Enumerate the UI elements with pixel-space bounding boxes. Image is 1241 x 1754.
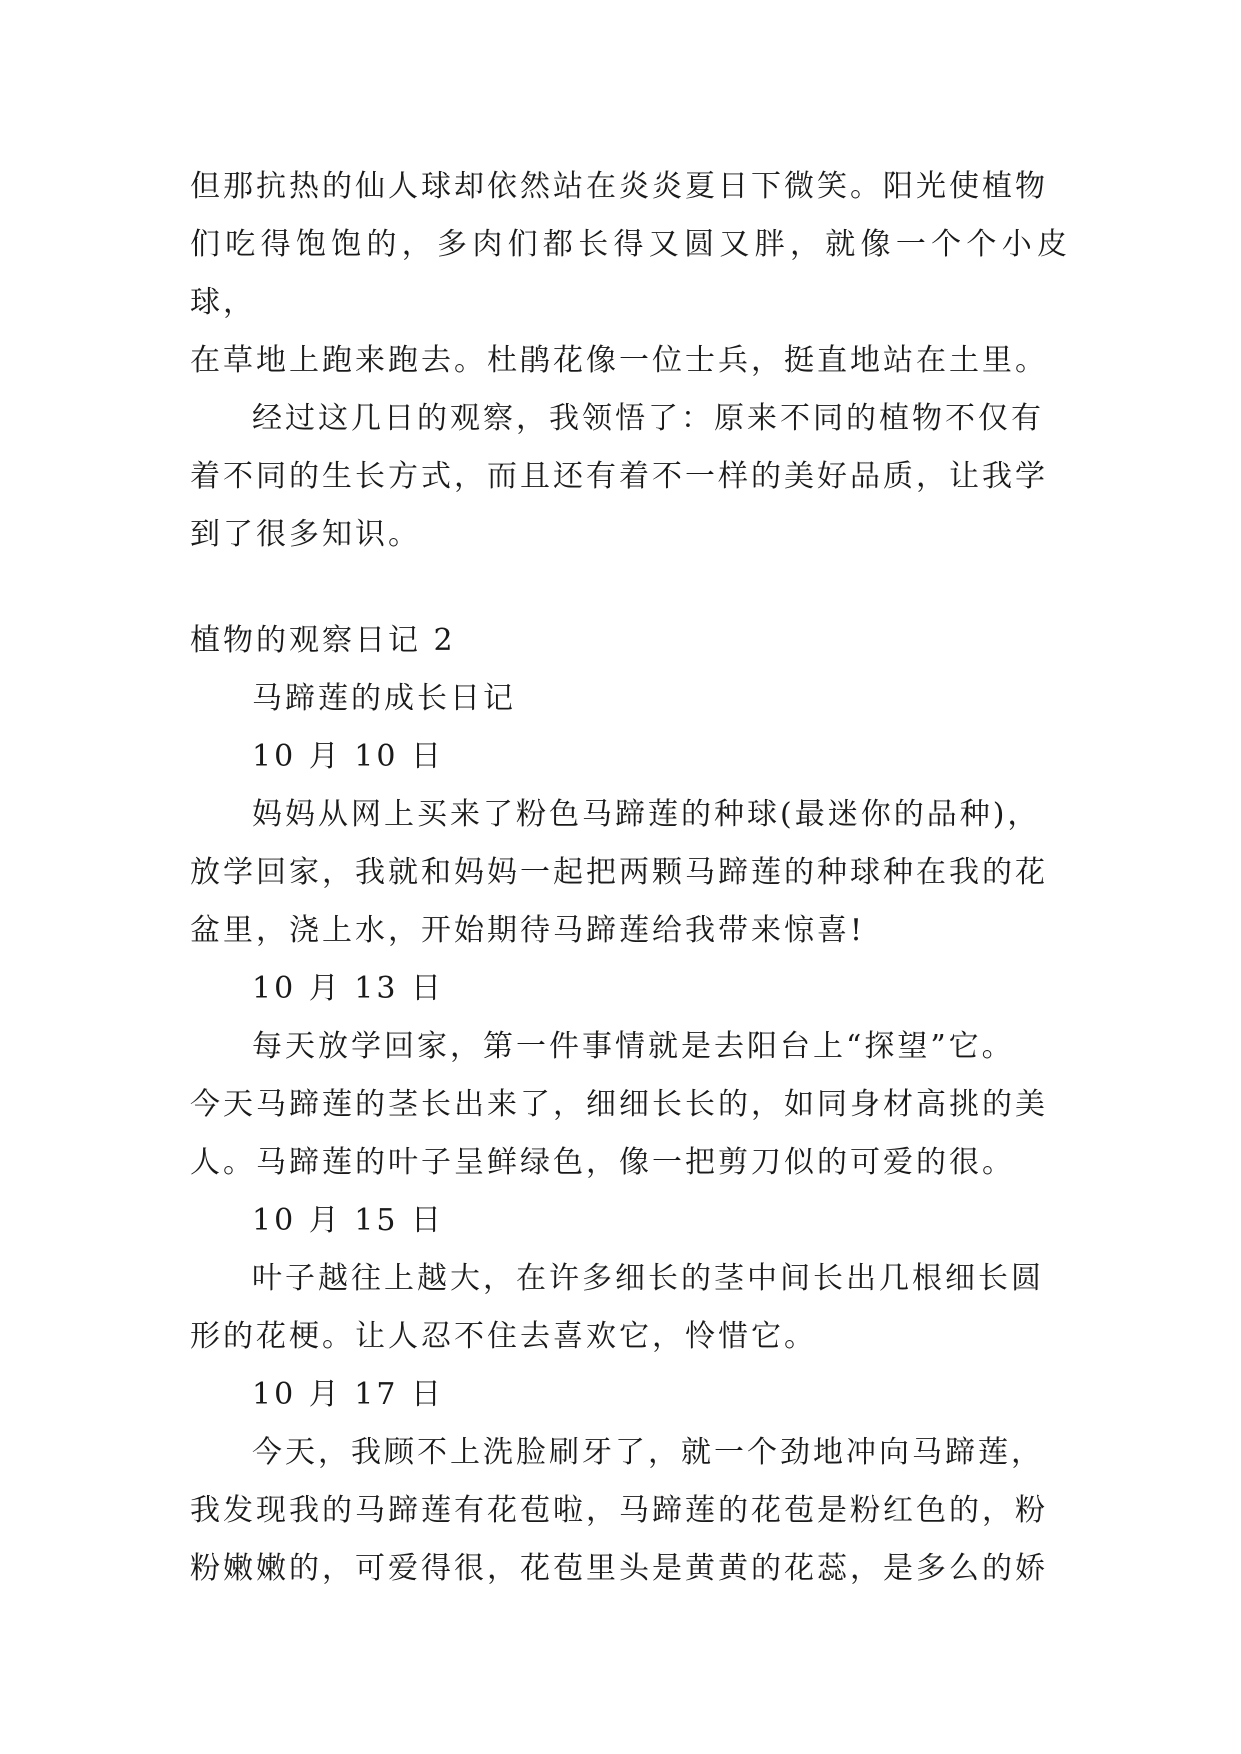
- entry-date: 10 月 17 日: [252, 1377, 444, 1412]
- entry-date: 10 月 13 日: [252, 971, 444, 1006]
- text-line: 今天马蹄莲的茎长出来了，细细长长的，如同身材高挑的美: [190, 1087, 1048, 1122]
- document-body: [190, 158, 1070, 1598]
- text-line: 盆里，浇上水，开始期待马蹄莲给我带来惊喜!: [190, 913, 866, 948]
- text-line: 形的花梗。让人忍不住去喜欢它，怜惜它。: [190, 1319, 817, 1354]
- paragraph-continuation: [190, 158, 1070, 390]
- entry-date: 10 月 10 日: [252, 739, 444, 774]
- text-line: 叶子越往上越大，在许多细长的茎中间长出几根细长圆: [252, 1261, 1044, 1296]
- entry-paragraph: [190, 1424, 1070, 1598]
- text-line: 放学回家，我就和妈妈一起把两颗马蹄莲的种球种在我的花: [190, 855, 1048, 890]
- text-line: 今天，我顾不上洗脸刷牙了，就一个劲地冲向马蹄莲，: [252, 1435, 1044, 1470]
- entry-date: 10 月 15 日: [252, 1203, 444, 1238]
- entry-paragraph: [190, 1018, 1070, 1192]
- entry-paragraph: [190, 1250, 1070, 1366]
- text-line: 们吃得饱饱的，多肉们都长得又圆又胖，就像一个个小皮球，: [190, 227, 1070, 320]
- entry-paragraph: [190, 786, 1070, 960]
- text-line: 经过这几日的观察，我领悟了：原来不同的植物不仅有: [252, 401, 1044, 436]
- text-line: 妈妈从网上买来了粉色马蹄莲的种球(最迷你的品种)，: [252, 797, 1041, 832]
- paragraph-conclusion: [190, 390, 1070, 564]
- text-line: 着不同的生长方式，而且还有着不一样的美好品质，让我学: [190, 459, 1048, 494]
- text-line: 每天放学回家，第一件事情就是去阳台上“探望”它。: [252, 1029, 1015, 1064]
- text-line: 人。马蹄莲的叶子呈鲜绿色，像一把剪刀似的可爱的很。: [190, 1145, 1015, 1180]
- text-line: 到了很多知识。: [190, 517, 421, 552]
- text-line: 我发现我的马蹄莲有花苞啦，马蹄莲的花苞是粉红色的，粉: [190, 1493, 1048, 1528]
- diary-subtitle: 马蹄莲的成长日记: [252, 681, 516, 716]
- text-line: 但那抗热的仙人球却依然站在炎炎夏日下微笑。阳光使植物: [190, 169, 1048, 204]
- text-line: 在草地上跑来跑去。杜鹃花像一位士兵，挺直地站在土里。: [190, 343, 1048, 378]
- text-line: 粉嫩嫩的，可爱得很，花苞里头是黄黄的花蕊，是多么的娇: [190, 1551, 1048, 1586]
- section-title: 植物的观察日记 2: [190, 623, 456, 658]
